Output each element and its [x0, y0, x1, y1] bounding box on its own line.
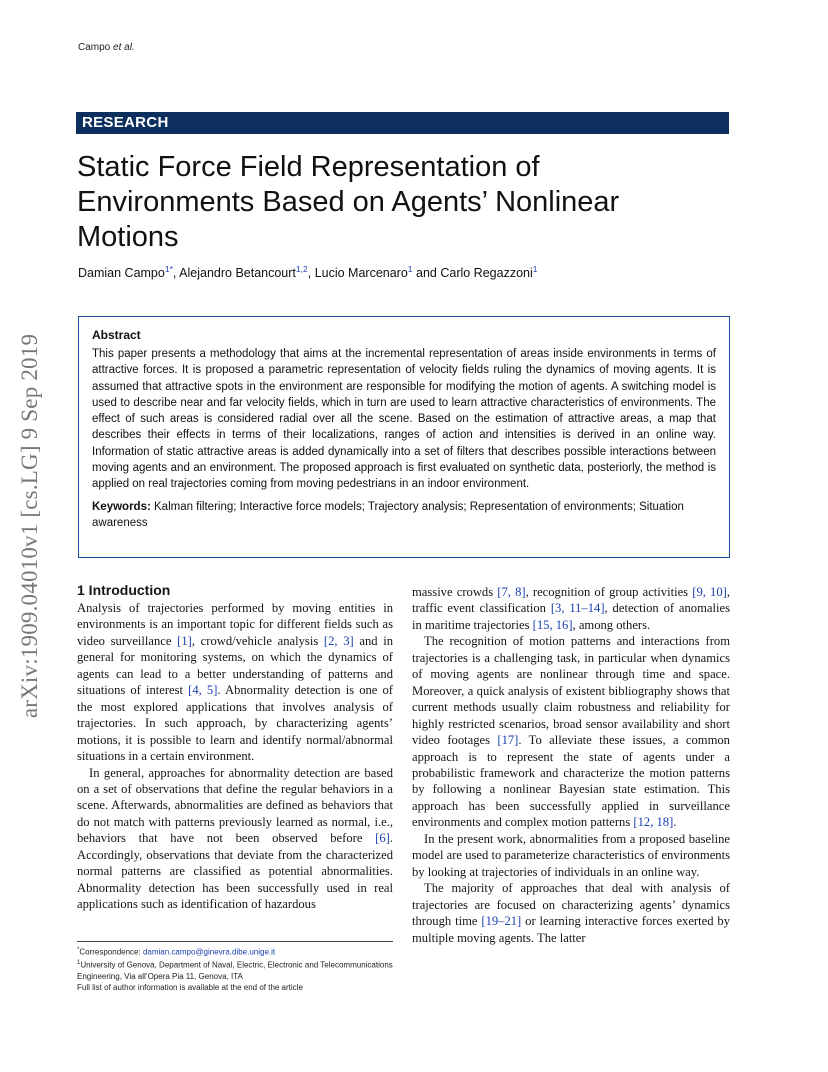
- abstract-heading: Abstract: [92, 328, 141, 342]
- citation-link[interactable]: [2, 3]: [323, 633, 354, 648]
- body-paragraph: [412, 633, 730, 830]
- citation-link[interactable]: [3, 11–14]: [550, 601, 605, 616]
- section-label-bar: RESEARCH: [76, 112, 729, 134]
- author-separator: and: [412, 266, 441, 281]
- citation-link[interactable]: [12, 18]: [633, 815, 674, 830]
- author-list: [78, 264, 718, 280]
- footnote-affiliation: $^1$University of Genova, Department of Naval, Electric, Electronic and Telecommunications Engineering, Via all’Opera Pia 11, Genova, ITA: [77, 959, 393, 981]
- author-name: Alejandro Betancourt: [179, 266, 296, 281]
- body-text: In general, approaches for abnormality detection are based on a set of observations that define the regular behaviors in a scene. Afterwards, abnormalities are defined as behaviors that do not match with patterns previously learned as normal, i.e., behaviors that have not been observed before: [77, 765, 393, 846]
- left-column: [77, 582, 393, 913]
- running-head-author: Campo: [78, 42, 111, 53]
- abstract-text: This paper presents a methodology that aims at the incremental representation of areas inside environments in terms of attractive forces. It is proposed a parametric representation of velocity fields ruling the dynamics of moving agents. It is assumed that attractive spots in the environment are responsible for modifying the motion of agents. A switching model is used to describe near and far velocity fields, which in turn are used to learn attractive characteristics of environments. The effect of such areas is considered radial over all the scene. Based on the estimation of attractive areas, a map that describes their effects in terms of their localizations, ranges of action and intensities is derived in an online way. Information of static attractive areas is added dynamically into a set of filters that describes possible interactions between moving agents and an environment. The proposed approach is first evaluated on synthetic data, posteriorly, the method is applied on real trajectories coming from moving pedestrians in an indoor environment.: [92, 348, 716, 491]
- body-text: , crowd/vehicle analysis: [191, 633, 324, 648]
- author-affiliation-mark[interactable]: 1: [532, 264, 538, 274]
- citation-link[interactable]: [17]: [497, 733, 519, 748]
- body-paragraph: [77, 765, 393, 913]
- running-head: [78, 42, 135, 53]
- body-paragraph: [412, 831, 730, 880]
- citation-link[interactable]: [9, 10]: [692, 585, 727, 599]
- keywords: [92, 499, 716, 532]
- body-text: . To alleviate these issues, a common approach is to represent the state of agents under a probabilistic framework and characterize the motion patterns by following a nonlinear Bayesian state estimation. This approach has been successfully applied in surveillance environments and complex motion patterns: [412, 733, 730, 830]
- keywords-text: Kalman filtering; Interactive force models; Trajectory analysis; Representation of environments; Situation awareness: [92, 500, 684, 529]
- correspondence-email-link[interactable]: damian.campo@ginevra.dibe.unige.it: [142, 947, 276, 957]
- footnote-correspondence: *Correspondence: damian.campo@ginevra.dibe.unige.it: [77, 947, 276, 957]
- paper-title: Static Force Field Representation of Environments Based on Agents’ Nonlinear Motions: [77, 151, 620, 253]
- author-name: Lucio Marcenaro: [314, 266, 408, 281]
- body-text: massive crowds: [412, 585, 498, 599]
- author-name: Damian Campo: [78, 266, 165, 281]
- body-text: and in general for monitoring systems, on which the dynamics of agents can lead to a better understanding of patterns and situations of interest: [77, 633, 393, 698]
- body-text: , detection of anomalies in maritime trajectories: [412, 601, 730, 632]
- footnote-full-list: Full list of author information is available at the end of the article: [77, 982, 303, 992]
- body-text: . Abnormality detection is one of the most explored applications that involves analysis of trajectories. In such approach, by characterizing agents’ motions, it is possible to learn and identify normal/abnormal situations in a certain environment.: [77, 683, 393, 764]
- body-text: .: [673, 815, 677, 830]
- author-separator: ,: [172, 266, 180, 281]
- body-text: or learning interactive forces exerted by multiple moving agents. The latter: [412, 914, 730, 945]
- section-heading-introduction: 1 Introduction: [77, 582, 171, 598]
- body-text: In the present work, abnormalities from a proposed baseline model are used to parameterize characteristics of environments by looking at trajectories of individuals in an online way.: [412, 831, 730, 879]
- body-text: Analysis of trajectories performed by moving entities in environments is an important topic for different fields such as video surveillance: [77, 601, 393, 648]
- body-text: The majority of approaches that deal with analysis of trajectories are focused on characterizing agents’ dynamics through time: [412, 881, 730, 929]
- keywords-label: Keywords:: [92, 500, 151, 513]
- abstract-box: [78, 316, 730, 558]
- author-affiliation-mark[interactable]: 1: [407, 264, 413, 274]
- running-head-suffix: et al.: [113, 42, 135, 53]
- author-separator: ,: [307, 266, 315, 281]
- arxiv-stamp-text: arXiv:1909.04010v1 [cs.LG] 9 Sep 2019: [17, 333, 42, 719]
- affiliation-text: University of Genova, Department of Naval, Electric, Electronic and Telecommunications Engineering, Via all’Opera Pia 11, Genova, ITA: [77, 960, 393, 981]
- right-column: [412, 584, 730, 946]
- author-name: Carlo Regazzoni: [440, 266, 533, 281]
- body-text: . Accordingly, observations that deviate from the characterized normal patterns are classified as potential abnormalities. Abnormality detection has been successfully used in real applications such as identification of hazardous: [77, 831, 393, 912]
- body-text: , among others.: [572, 617, 651, 632]
- author-affiliation-mark[interactable]: 1*: [164, 264, 173, 274]
- citation-link[interactable]: [15, 16]: [532, 617, 573, 632]
- footnotes: [77, 941, 393, 993]
- citation-link[interactable]: [7, 8]: [497, 585, 526, 599]
- author-affiliation-mark[interactable]: 1,2: [295, 264, 308, 274]
- citation-link[interactable]: [19–21]: [481, 914, 522, 929]
- body-paragraph: [77, 600, 393, 765]
- body-text: The recognition of motion patterns and interactions from trajectories is a challenging task, in particular when dynamics of moving agents are nonlinear through time and space. Moreover, a quick analysis of existent bibliography shows that current methods usually claim robustness and reliability for highly restricted scenarios, broad sensor availability and short video footages: [412, 634, 730, 748]
- body-text: , traffic event classification: [412, 585, 730, 616]
- body-paragraph: [412, 584, 730, 633]
- citation-link[interactable]: [4, 5]: [188, 683, 218, 698]
- correspondence-label: Correspondence:: [79, 947, 143, 957]
- body-text: , recognition of group activities: [525, 585, 693, 599]
- arxiv-stamp: [6, 296, 54, 756]
- citation-link[interactable]: [6]: [375, 831, 390, 846]
- body-paragraph: [412, 880, 730, 946]
- citation-link[interactable]: [1]: [177, 633, 192, 648]
